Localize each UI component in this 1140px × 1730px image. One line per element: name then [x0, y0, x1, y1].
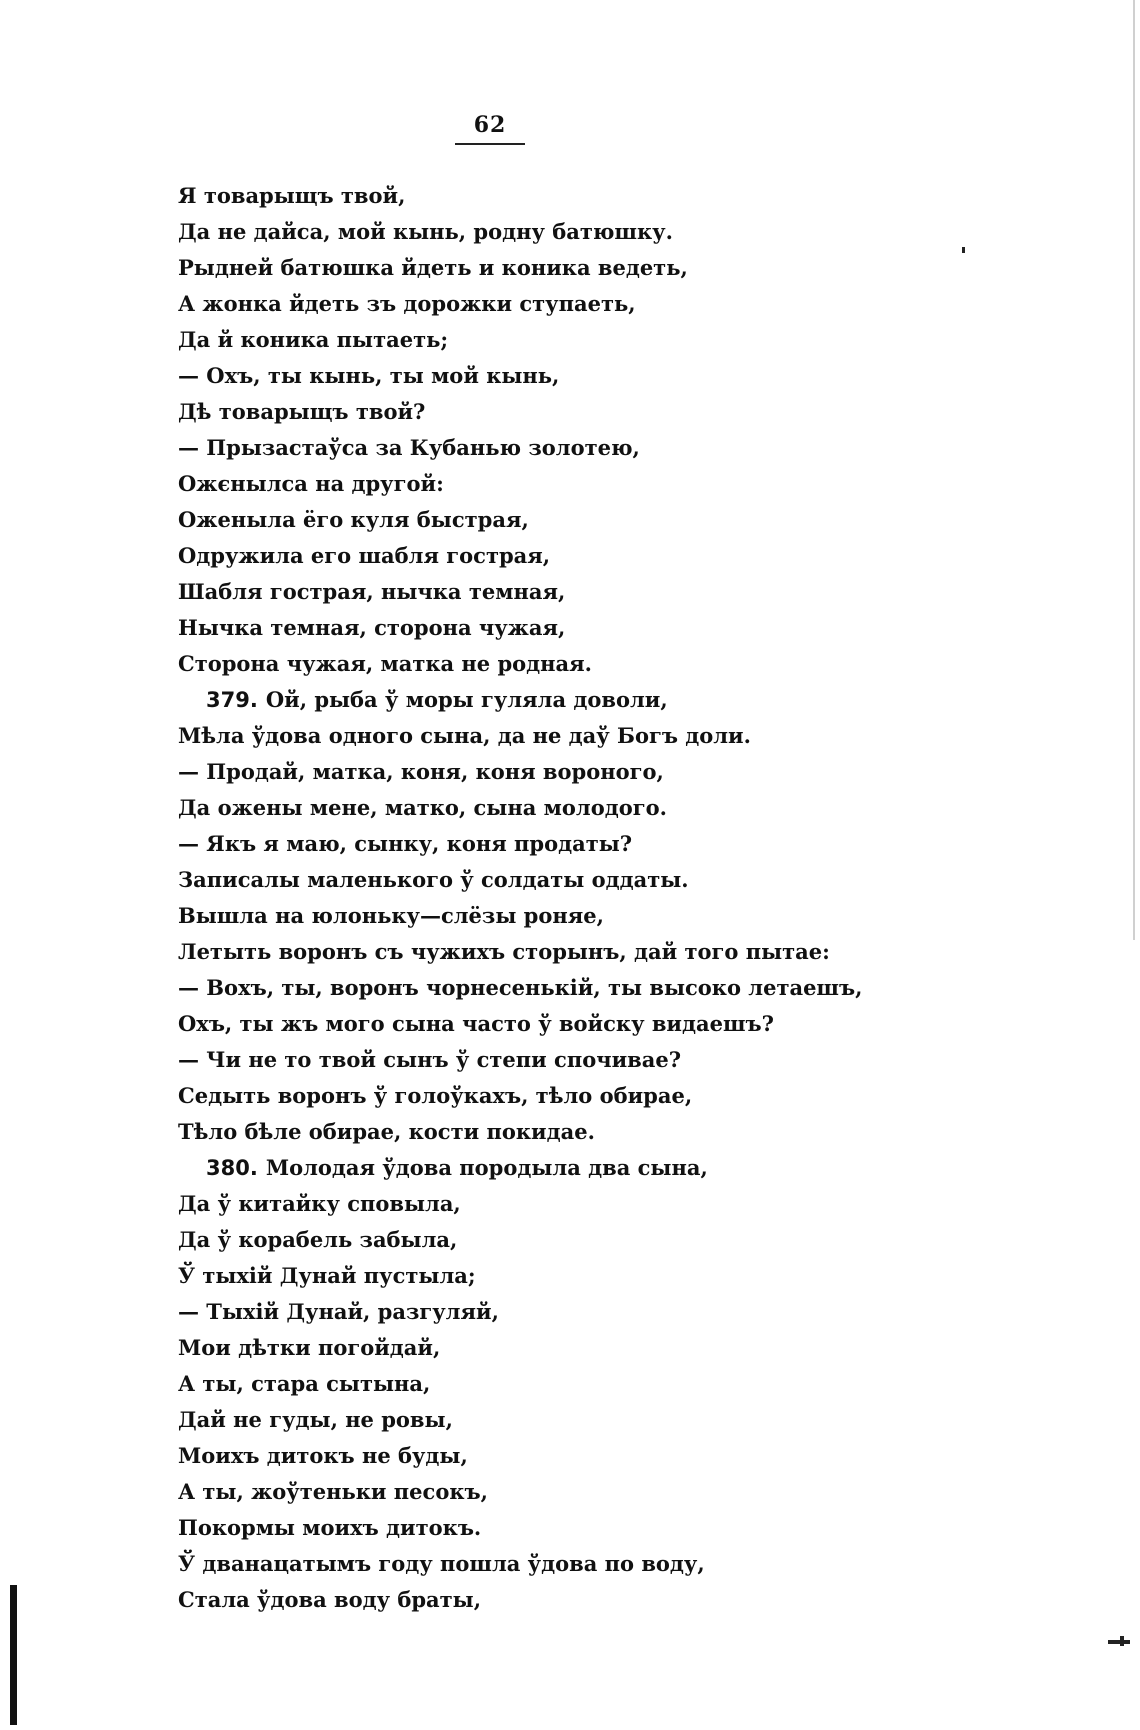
verse-line [178, 538, 878, 574]
verse-line-text: Охъ, ты жъ мого сына часто ў войску видаешъ? [178, 1011, 774, 1036]
verse-number: 379. [206, 688, 258, 712]
verse-line-text: — Вохъ, ты, воронъ чорнесенькій, ты высоко летаешъ, [178, 975, 863, 1000]
verse-line-text: А ты, жоўтеньки песокъ, [178, 1479, 488, 1504]
verse-line [178, 1042, 878, 1078]
verse-line [178, 502, 878, 538]
verse-line-text: Одружила его шабля гострая, [178, 543, 551, 568]
verse-line-text: Покормы моихъ дитокъ. [178, 1515, 482, 1540]
ink-speck [1108, 1640, 1130, 1644]
verse-line-text: Да не дайса, мой кынь, родну батюшку. [178, 219, 673, 244]
verse-line [178, 1330, 878, 1366]
verse-line [178, 430, 878, 466]
verse-line-text: Тѣло бѣле обирае, кости покидае. [178, 1119, 595, 1144]
verse-line [178, 1186, 878, 1222]
verse-line-text: А ты, стара сытына, [178, 1371, 431, 1396]
verse-number: 380. [206, 1156, 258, 1180]
verse-line-text: Мѣла ўдова одного сына, да не даў Богъ доли. [178, 723, 751, 748]
verse-text-block [178, 178, 878, 1618]
verse-line-text: — Продай, матка, коня, коня вороного, [178, 759, 664, 784]
verse-line-text: Шабля гострая, нычка темная, [178, 579, 566, 604]
verse-line [178, 1294, 878, 1330]
verse-line [178, 862, 878, 898]
verse-line [178, 1114, 878, 1150]
verse-line [178, 178, 878, 214]
verse-line-text: Я товарыщъ твой, [178, 183, 406, 208]
verse-line-numbered [178, 1150, 878, 1186]
verse-line [178, 1474, 878, 1510]
verse-line [178, 826, 878, 862]
ink-speck [1120, 1636, 1124, 1646]
verse-line [178, 934, 878, 970]
verse-line-text: Летыть воронъ съ чужихъ сторынъ, дай того пытае: [178, 939, 830, 964]
verse-line [178, 790, 878, 826]
verse-line [178, 898, 878, 934]
verse-line-text: Да ў корабель забыла, [178, 1227, 458, 1252]
verse-line [178, 1402, 878, 1438]
verse-line-text: — Якъ я маю, сынку, коня продаты? [178, 831, 633, 856]
page-number-underline [455, 143, 525, 145]
verse-line [178, 1546, 878, 1582]
verse-line-text: Дѣ товарыщъ твой? [178, 399, 426, 424]
verse-line [178, 358, 878, 394]
verse-line-text: Ў дванацатымъ году пошла ўдова по воду, [178, 1551, 705, 1576]
verse-line [178, 394, 878, 430]
verse-line-text: Ой, рыба ў моры гуляла доволи, [265, 687, 668, 712]
verse-line-text: Ў тыхій Дунай пустыла; [178, 1263, 476, 1288]
verse-line-text: Ожєнылса на другой: [178, 471, 444, 496]
verse-line [178, 250, 878, 286]
ink-speck [962, 247, 965, 253]
verse-line-text: — Прызастаўса за Кубанью золотею, [178, 435, 640, 460]
verse-line [178, 1366, 878, 1402]
verse-line-text: Оженыла ёго куля быстрая, [178, 507, 529, 532]
verse-line [178, 466, 878, 502]
page-edge-line [1133, 0, 1135, 940]
binding-edge-mark [10, 1585, 17, 1725]
verse-line-text: Записалы маленького ў солдаты оддаты. [178, 867, 689, 892]
verse-line [178, 1510, 878, 1546]
verse-line-text: Да ожены мене, матко, сына молодого. [178, 795, 667, 820]
verse-line [178, 754, 878, 790]
verse-line [178, 1078, 878, 1114]
verse-line-text: А жонка йдеть зъ дорожки ступаеть, [178, 291, 636, 316]
verse-line-numbered [178, 682, 878, 718]
page-number: 62 [473, 112, 507, 138]
verse-line-text: Вышла на юлоньку—слёзы роняе, [178, 903, 604, 928]
verse-line-text: — Охъ, ты кынь, ты мой кынь, [178, 363, 560, 388]
verse-line-text: Рыдней батюшка йдеть и коника ведеть, [178, 255, 688, 280]
verse-line-text: Седыть воронъ ў голоўкахъ, тѣло обирае, [178, 1083, 693, 1108]
verse-line-text: Сторона чужая, матка не родная. [178, 651, 592, 676]
verse-line-text: Да ў китайку сповыла, [178, 1191, 461, 1216]
verse-line-text: Стала ўдова воду браты, [178, 1587, 482, 1612]
verse-line [178, 646, 878, 682]
verse-line [178, 1438, 878, 1474]
verse-line-text: Дай не гуды, не ровы, [178, 1407, 453, 1432]
verse-line-text: — Чи не то твой сынъ ў степи спочивае? [178, 1047, 682, 1072]
verse-line [178, 718, 878, 754]
verse-line [178, 1006, 878, 1042]
verse-line-text: Нычка темная, сторона чужая, [178, 615, 566, 640]
verse-line [178, 286, 878, 322]
verse-line-text: Молодая ўдова породыла два сына, [265, 1155, 708, 1180]
verse-line [178, 214, 878, 250]
verse-line [178, 322, 878, 358]
verse-line [178, 1258, 878, 1294]
verse-line-text: Моихъ дитокъ не буды, [178, 1443, 468, 1468]
verse-line-text: — Тыхій Дунай, разгуляй, [178, 1299, 499, 1324]
verse-line [178, 970, 878, 1006]
verse-line [178, 1582, 878, 1618]
verse-line [178, 610, 878, 646]
verse-line-text: Мои дѣтки погойдай, [178, 1335, 441, 1360]
verse-line-text: Да й коника пытаеть; [178, 327, 449, 352]
verse-line [178, 1222, 878, 1258]
verse-line [178, 574, 878, 610]
